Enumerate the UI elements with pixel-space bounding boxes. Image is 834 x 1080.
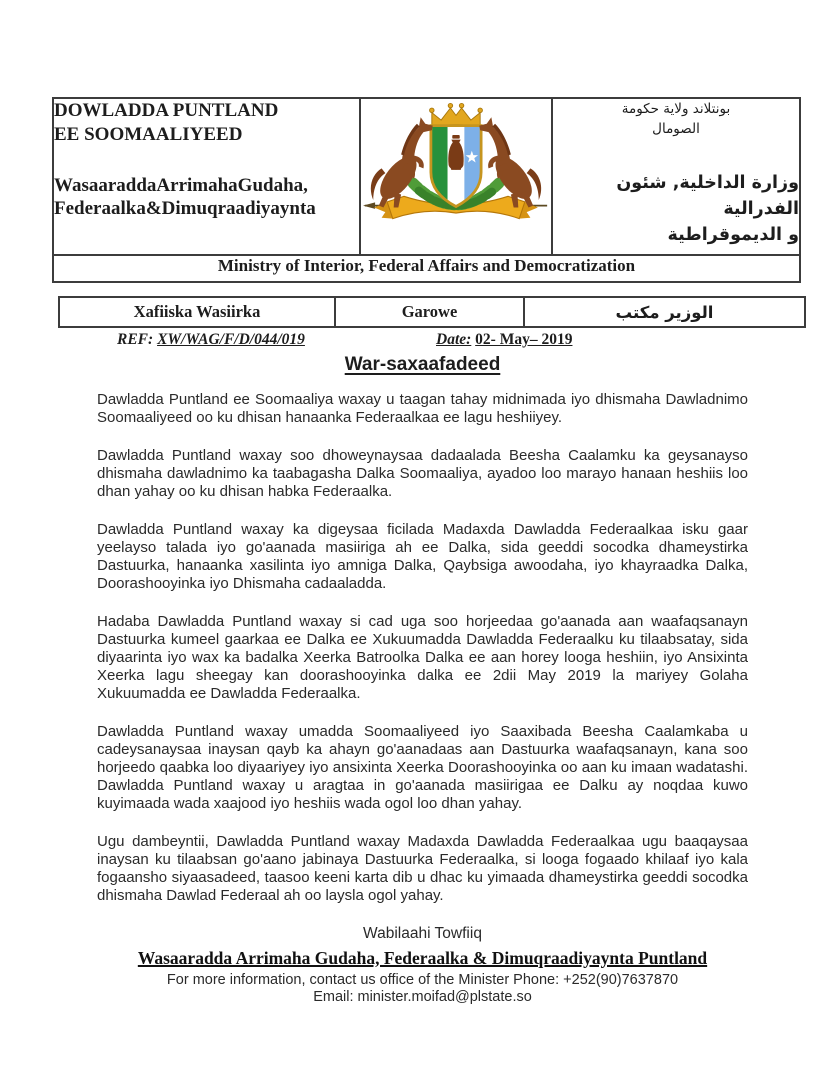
arabic-ministry-name [553,170,799,249]
paragraph: Ugu dambeyntii, Dawladda Puntland waxay Madaxda Dawladda Federaalkaa ugu baaqaysaa inaysan ku tilaabsan go'aano jabinaya Dastuurka Federaalka, si looga fogaado khilaaf iyo kala fogaansho siyaasadeed, taasoo keeni karta dib u dhac ku yimaada dhameystirka geeddi socodka dhismaha Dawlad Federaal ah oo laysla ogol yahay. [97,833,748,904]
department-name-line1: WasaaraddaArrimahaGudaha, [54,174,308,196]
paragraph: Dawladda Puntland ee Soomaaliya waxay u taagan tahay midnimada iyo dhismaha Dawladnimo Soomaaliyeed oo ku dhisan hanaanka Federaalkaa ee lagu heshiiyey. [97,391,748,426]
paragraph: Dawladda Puntland waxay ka digeysaa ficilada Madaxda Dawladda Federaalkaa isku gaar yeelayso talada iyo go'aanada masiiriga ah ee Dalka, sida geeddi socodka dhameystirka Dastuurka, hanaanka xasilinta iyo amniga Dalka, Qaybsiga awoodaha, iyo khayraadka Dalka, Doorashooyinka iyo Dhismaha cadaaladda. [97,521,748,592]
arabic-state-name [553,99,799,140]
city-cell: Garowe [335,297,524,327]
office-table [58,296,806,328]
letterhead-row [53,98,800,255]
office-name-cell: Xafiiska Wasiirka [59,297,335,327]
office-row [59,297,805,327]
footer-contact-line: For more information, contact us office of the Minister Phone: +252(90)7637870 [166,972,679,988]
date-field [436,331,572,349]
document-title: War-saxaafadeed [344,354,501,375]
department-name [54,174,359,222]
ref-field [117,331,305,349]
arabic-state-line1: بونتلاند ولاية حكومة [621,101,731,117]
org-name-line2: EE SOOMAALIYEED [54,123,243,145]
paragraph: Dawladda Puntland waxay umadda Soomaaliyeed iyo Saaxibada Beesha Caalamkaba u cadeysanaysaa inaysan qayb ka ahayn go'aanadaas aan Dastuurka waafaqsanayn, kana soo horjeedo qaabka loo diyaariyey iyo ansixinta Xeerka Doorashooyinka oo aan ku imaan wadatashi. Dawladda Puntland waxay u aragtaa in go'aanada masiirigaa ee Dalku ay noqdaa kuwo kuyimaada wada xaajood iyo heshiis wada ogol loo dhan yahay. [97,723,748,812]
closing-phrase: Wabilaahi Towfiiq [363,925,482,942]
letterhead-emblem-cell [360,98,552,255]
arabic-state-line2: الصومال [652,121,700,138]
footer-email-line: Email: minister.moifad@plstate.so [313,989,532,1005]
reference-line [52,331,793,352]
letterhead-somali-cell [53,98,360,255]
body-paragraphs [97,391,748,905]
paragraph: Dawladda Puntland waxay soo dhoweynaysaa dadaalada Beesha Caalamku ka geysanayso dhismaha dawladnimo ka taabagasha Dalka Soomaaliya, ayadoo loo marayo hanaan heshiis loo dhan yahay oo ku dhisan habka Federaalka. [97,447,748,500]
date-value: 02- May– 2019 [475,331,573,348]
footer-ministry-name: Wasaaradda Arrimaha Gudaha, Federaalka & Dimuqraadiyaynta Puntland [137,948,708,968]
arabic-ministry-line1: وزارة الداخلية, شئون الفدرالية [616,172,799,219]
coat-of-arms-icon [363,99,549,249]
office-arabic-cell: الوزير مكتب [524,297,805,327]
letterhead-arabic-cell [552,98,800,255]
org-name [54,99,359,147]
document-content [52,97,799,1006]
ministry-english-title: Ministry of Interior, Federal Affairs and Democratization [53,255,800,282]
ref-label: REF: [117,331,154,348]
date-label: Date: [436,331,472,348]
letterhead-table [52,97,801,283]
org-name-line1: DOWLADDA PUNTLAND [54,100,279,121]
arabic-ministry-line2: و الديموقراطية [667,225,799,245]
ref-value: XW/WAG/F/D/044/019 [157,331,305,348]
department-name-line2: Federaalka&Dimuqraadiyaynta [54,198,316,220]
paragraph: Hadaba Dawladda Puntland waxay si cad uga soo horjeedaa go'aanada aan waafaqsanayn Dastuurka kumeel gaarkaa ee Dalka ee Xukuumadda Dawladda Federaalku ku tilaabsatay, sida diyaarinta iyo wax ka badalka Xeerka Batroolka Dalka ee aan horey looga heshiin, iyo Ansixinta Xeerka lagu sheegay kan doorashooyinka dalka ee 2dii May 2019 la mariyey Golaha Xukuumadda ee Dawladda Federaalka. [97,613,748,702]
ministry-english-row [53,255,800,282]
